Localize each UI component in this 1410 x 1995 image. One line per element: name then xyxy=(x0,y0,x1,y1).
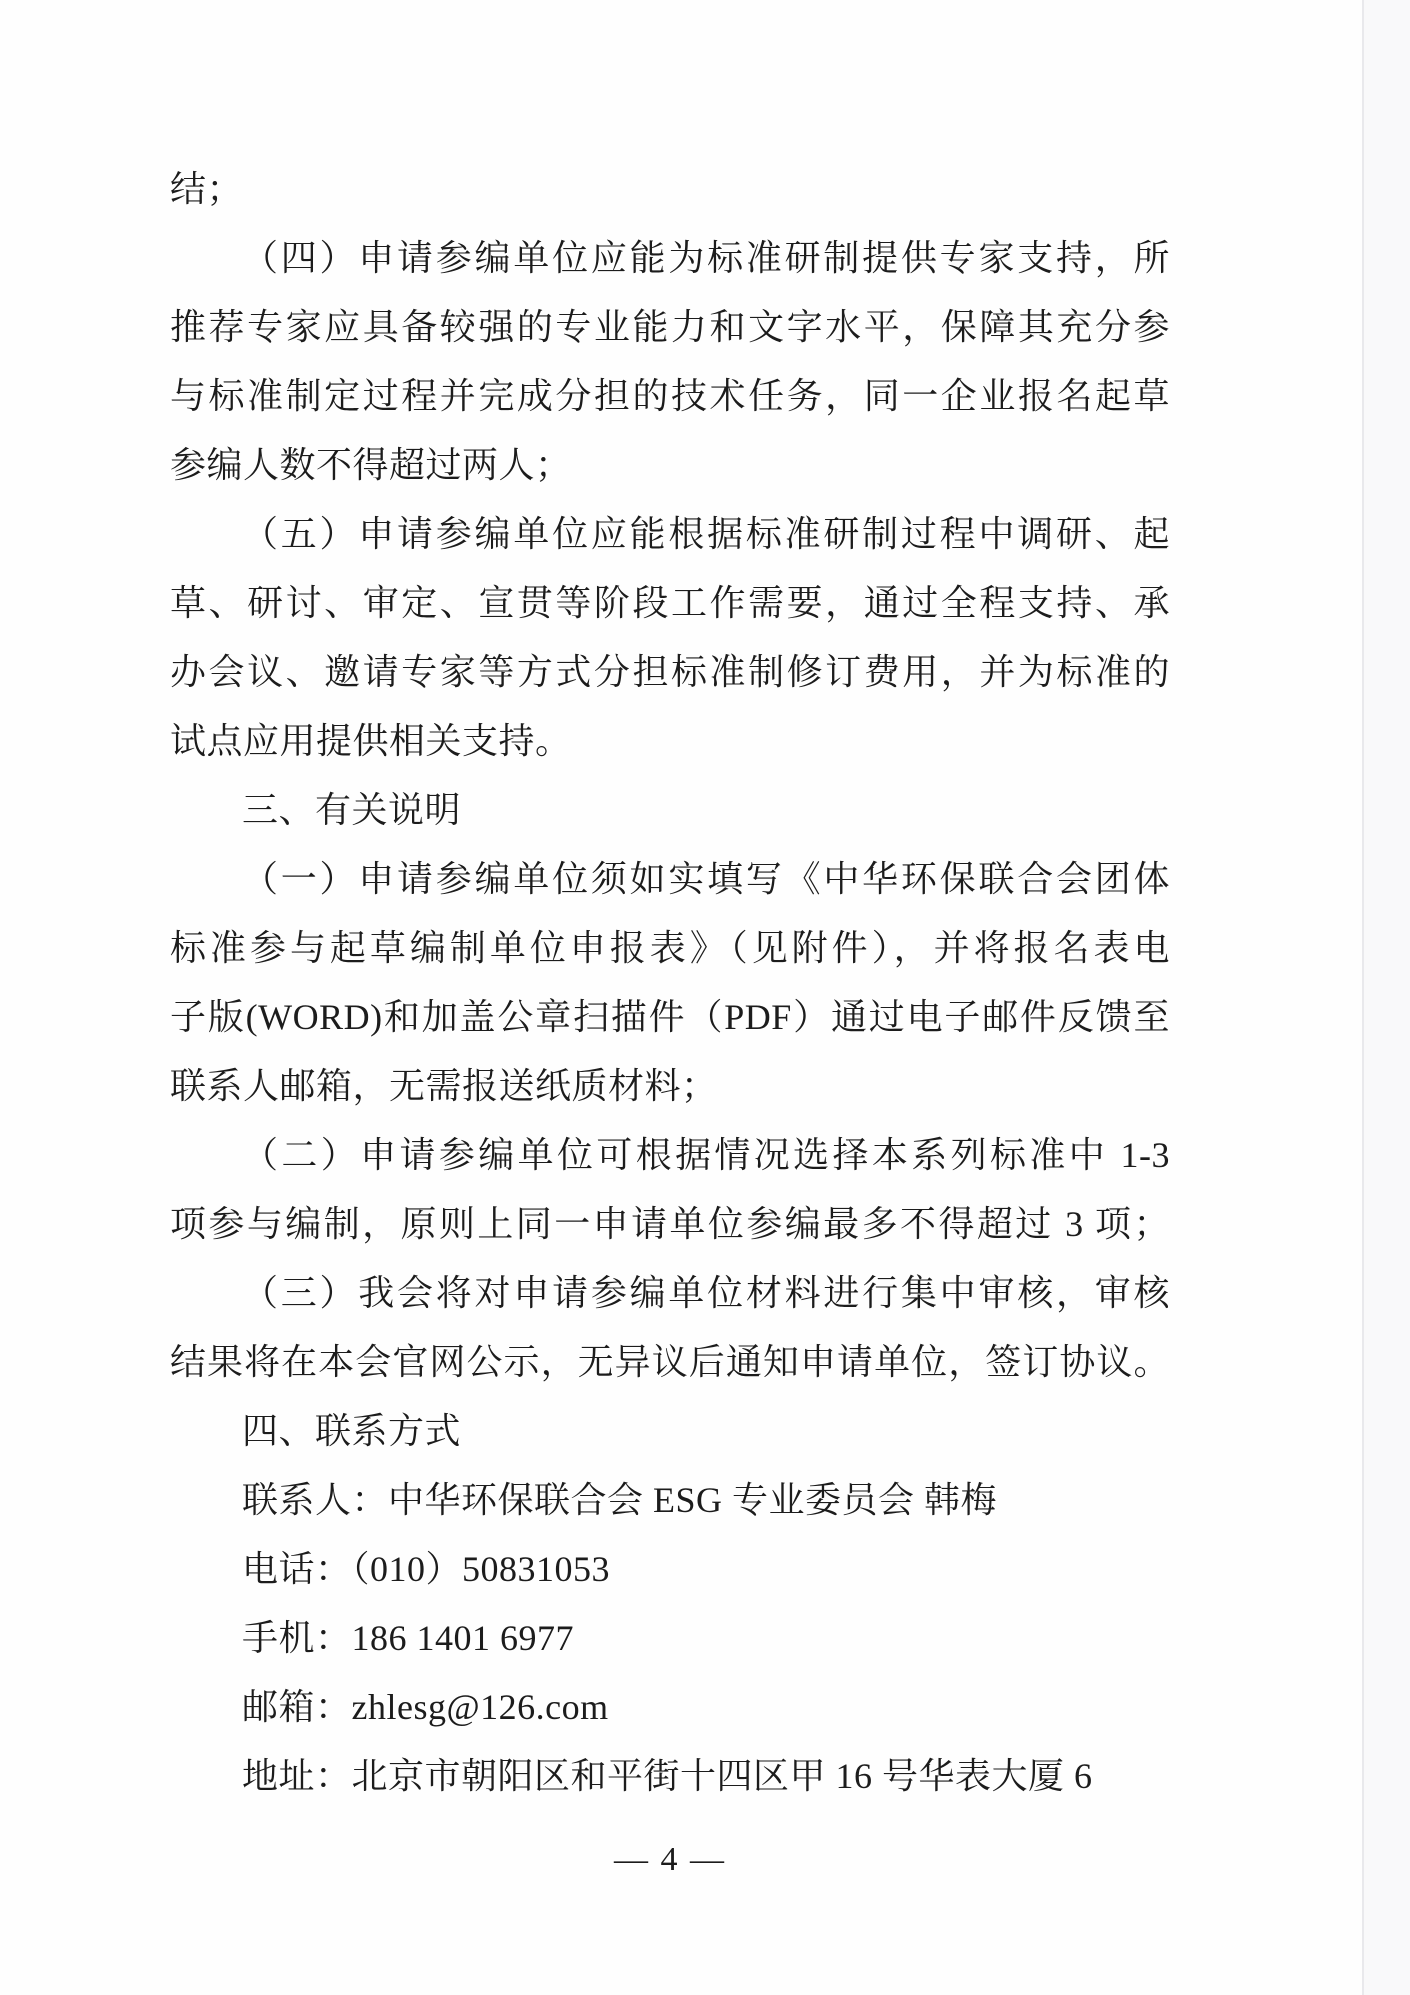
paragraph-line: 草、研讨、审定、宣贯等阶段工作需要，通过全程支持、承 xyxy=(170,583,1170,623)
paragraph-line: 推荐专家应具备较强的专业能力和文字水平，保障其充分参 xyxy=(170,307,1170,347)
contact-person-line: 联系人：中华环保联合会 ESG 专业委员会 韩梅 xyxy=(242,1480,998,1520)
scan-edge-margin-artifact xyxy=(1364,0,1410,1995)
page-number: — 4 — xyxy=(614,1841,726,1878)
address-line: 地址：北京市朝阳区和平街十四区甲 16 号华表大厦 6 xyxy=(242,1756,1093,1796)
section-heading-4: 四、联系方式 xyxy=(242,1411,462,1451)
scan-edge-line-artifact xyxy=(1362,0,1364,1995)
paragraph-line: 标准参与起草编制单位申报表》（见附件），并将报名表电 xyxy=(170,928,1170,968)
paragraph-line: （一）申请参编单位须如实填写《中华环保联合会团体 xyxy=(242,859,1170,899)
paragraph-line: 试点应用提供相关支持。 xyxy=(170,721,572,761)
email-line: 邮箱：zhlesg@126.com xyxy=(242,1687,609,1727)
phone-line: 电话：（010）50831053 xyxy=(242,1549,611,1589)
paragraph-line: （四）申请参编单位应能为标准研制提供专家支持，所 xyxy=(242,238,1170,278)
paragraph-line: （三）我会将对申请参编单位材料进行集中审核，审核 xyxy=(242,1273,1170,1313)
paragraph-line: 办会议、邀请专家等方式分担标准制修订费用，并为标准的 xyxy=(170,652,1170,692)
paragraph-line: 结果将在本会官网公示，无异议后通知申请单位，签订协议。 xyxy=(170,1342,1170,1382)
mobile-line: 手机：186 1401 6977 xyxy=(242,1618,575,1658)
paragraph-line: 子版(WORD)和加盖公章扫描件（PDF）通过电子邮件反馈至 xyxy=(170,997,1170,1037)
paragraph-line: 联系人邮箱，无需报送纸质材料； xyxy=(170,1066,718,1106)
paragraph-line: 参编人数不得超过两人； xyxy=(170,445,572,485)
paragraph-line: 结； xyxy=(170,169,244,209)
paragraph-line: （五）申请参编单位应能根据标准研制过程中调研、起 xyxy=(242,514,1170,554)
paragraph-line: （二）申请参编单位可根据情况选择本系列标准中 1-3 xyxy=(242,1135,1170,1175)
document-body xyxy=(170,155,1170,1811)
section-heading-3: 三、有关说明 xyxy=(242,790,462,830)
paragraph-line: 与标准制定过程并完成分担的技术任务，同一企业报名起草 xyxy=(170,376,1170,416)
paragraph-line: 项参与编制，原则上同一申请单位参编最多不得超过 3 项； xyxy=(170,1204,1170,1244)
